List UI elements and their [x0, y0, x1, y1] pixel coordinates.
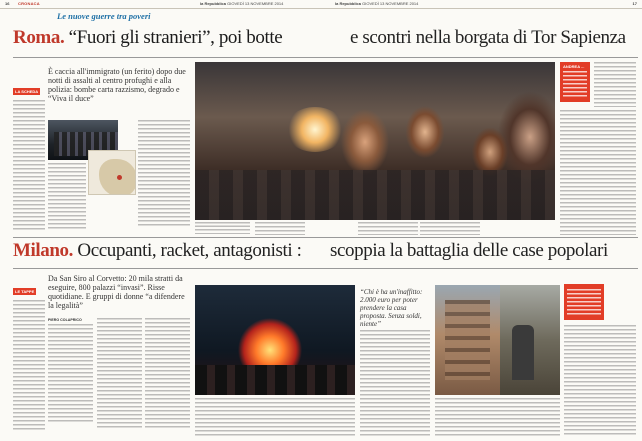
- story2-headline-left: Occupanti, racket, antagonisti :: [77, 240, 302, 261]
- story1-body-col6: [560, 110, 636, 235]
- story2-tag: LE TAPPE: [15, 289, 35, 294]
- story2-body-col1: [48, 318, 93, 430]
- story2-body-col6: [435, 398, 560, 436]
- story1-headline-left: “Fuori gli stranieri”, poi botte: [68, 27, 283, 48]
- story2-right-box-text: [567, 289, 601, 317]
- divider: [13, 237, 638, 238]
- divider: [13, 57, 638, 58]
- story2-fire-photo: [195, 285, 355, 395]
- story1-body-col3: [255, 222, 305, 235]
- story1-tag: LA SCHEDA: [15, 89, 39, 94]
- masthead-right: [335, 0, 418, 8]
- masthead-left: [200, 0, 283, 8]
- story1-body-col5: [420, 222, 480, 235]
- page-number-left: 16: [5, 1, 10, 6]
- page-header: [0, 0, 642, 9]
- story1-body-col7: [594, 62, 636, 107]
- section-label: CRONACA: [18, 1, 40, 6]
- story1-right-box: [560, 62, 590, 102]
- story1-body-col2: [138, 120, 190, 228]
- story2-byline: PIERO COLAPRICO: [48, 318, 82, 322]
- story2-city: Milano.: [13, 240, 74, 261]
- section-kicker: Le nuove guerre tra poveri: [57, 11, 151, 21]
- story1-body-col1: [48, 163, 86, 229]
- story2-body-col5: [360, 330, 430, 436]
- story2-body-col7: [564, 325, 636, 435]
- date-right: GIOVEDÌ 13 NOVEMBRE 2014: [362, 1, 419, 6]
- story2-right-box: [564, 284, 604, 320]
- story1-city: Roma.: [13, 27, 65, 48]
- story1-photo-flash: [285, 107, 345, 152]
- story1-headline-right: e scontri nella borgata di Tor Sapienza: [350, 27, 626, 48]
- story1-caption: [195, 222, 250, 235]
- story2-deck: Da San Siro al Corvetto: 20 mila stratti da eseguire, 800 palazzi “invasi”. Risse quotidiane. E gruppi di donne “a difendere la legalità”: [48, 274, 185, 310]
- story1-map: [88, 150, 136, 195]
- story2-street-photo: [500, 285, 560, 395]
- story1-photo-crowd: [195, 170, 555, 220]
- story2-headline-right: scoppia la battaglia delle case popolari: [330, 240, 608, 261]
- story1-sidebar-text: [13, 100, 45, 230]
- story1-deck: È caccia all'immigrato (un ferito) dopo due notti di assalti al centro profughi e alla polizia: bombe carta razzismo, degrado e “Viva il duce”: [48, 67, 186, 103]
- divider: [13, 268, 638, 269]
- story1-headline: [13, 27, 282, 49]
- story2-pullquote: “Chi è ha un'inaffitto: 2.000 euro per poter prendere la casa proposta. Senza soldi, niente”: [360, 288, 423, 328]
- story1-body-col4: [358, 222, 418, 235]
- masthead-right-name: la Repubblica: [335, 1, 362, 6]
- story1-main-photo: [195, 62, 555, 220]
- story2-body-col2: [97, 318, 142, 430]
- story2-building-photo: [435, 285, 500, 395]
- story2-body-col4: [195, 398, 355, 436]
- story2-body-col3: [145, 318, 190, 430]
- story1-right-box-text: [563, 71, 587, 99]
- story2-headline: [13, 240, 301, 262]
- story2-sidebar-text: [13, 300, 45, 430]
- masthead-left-name: la Repubblica: [200, 1, 227, 6]
- story1-right-tag: ANDREA ...: [563, 64, 585, 69]
- date-left: GIOVEDÌ 13 NOVEMBRE 2014: [227, 1, 284, 6]
- page-number-right: 17: [632, 1, 637, 6]
